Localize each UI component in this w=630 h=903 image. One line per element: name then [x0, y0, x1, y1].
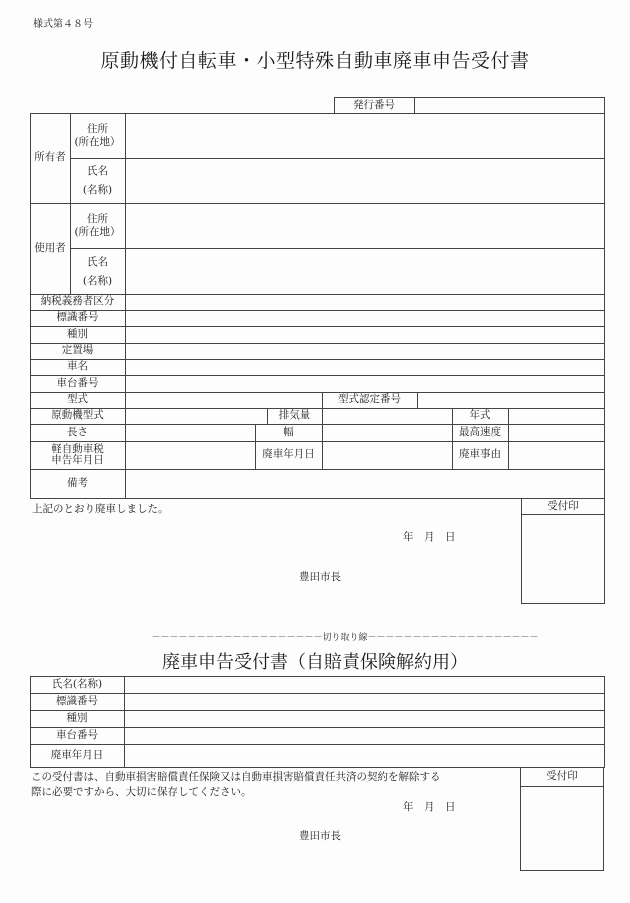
- scrap-date-label: 廃車年月日: [262, 448, 315, 461]
- storage-location-field[interactable]: [126, 344, 604, 359]
- mayor-signature: 豊田市長: [299, 571, 341, 583]
- model-label: 型式: [67, 393, 88, 406]
- owner-name-field[interactable]: [126, 159, 604, 203]
- vehicle-name-label: 車名: [67, 360, 88, 373]
- receipt-plate-number-label: 標識番号: [56, 694, 98, 707]
- owner-address-label: 住所 (所在地）: [74, 122, 121, 148]
- user-group-label: 使用者: [34, 242, 66, 255]
- reception-stamp-label: 受付印: [547, 499, 579, 512]
- owner-address-field[interactable]: [126, 114, 604, 158]
- max-speed-field[interactable]: [509, 425, 604, 441]
- engine-model-label: 原動機型式: [51, 409, 104, 422]
- plate-number-field[interactable]: [126, 311, 604, 326]
- taxpayer-category-label: 納税義務者区分: [40, 295, 115, 308]
- engine-model-field[interactable]: [126, 409, 267, 424]
- scrap-date-field[interactable]: [323, 442, 452, 469]
- receipt-stamp-label: 受付印: [546, 770, 578, 783]
- receipt-scrap-date-label: 廃車年月日: [50, 748, 104, 761]
- model-cert-number-label: 型式認定番号: [338, 393, 401, 406]
- receipt-type-field[interactable]: [125, 711, 604, 727]
- displacement-field[interactable]: [323, 409, 452, 424]
- scrap-statement: 上記のとおり廃車しました。: [32, 503, 169, 515]
- receipt-note-line-2: 際に必要ですから、大切に保存してください。: [31, 786, 252, 798]
- model-year-field[interactable]: [509, 409, 604, 424]
- page-title: 原動機付自転車・小型特殊自動車廃車申告受付書: [100, 50, 530, 72]
- taxpayer-category-field[interactable]: [126, 295, 604, 310]
- receipt-mayor-signature: 豊田市長: [299, 830, 341, 842]
- receipt-type-label: 種別: [66, 711, 88, 724]
- receipt-title: 廃車申告受付書（自賠責保険解約用）: [162, 652, 468, 673]
- user-address-label: 住所 (所在地）: [74, 212, 121, 238]
- owner-group-label: 所有者: [34, 151, 66, 164]
- user-address-field[interactable]: [126, 204, 604, 248]
- length-label: 長さ: [67, 425, 88, 438]
- plate-number-label: 標識番号: [56, 311, 99, 324]
- model-cert-number-field[interactable]: [418, 393, 604, 408]
- length-field[interactable]: [126, 425, 255, 441]
- chassis-number-field[interactable]: [126, 376, 604, 392]
- storage-location-label: 定置場: [61, 344, 94, 357]
- issue-number-field[interactable]: [415, 98, 604, 113]
- user-name-field[interactable]: [126, 249, 604, 294]
- receipt-name-label: 氏名(名称): [51, 677, 103, 690]
- type-label: 種別: [67, 327, 88, 340]
- model-field[interactable]: [126, 393, 322, 408]
- receipt-plate-number-field[interactable]: [125, 694, 604, 710]
- receipt-note-line-1: この受付書は、自動車損害賠償責任保険又は自動車損害賠償責任共済の契約を解除する: [31, 771, 441, 783]
- width-field[interactable]: [323, 425, 452, 441]
- receipt-scrap-date-field[interactable]: [125, 745, 604, 767]
- issue-number-label: 発行番号: [353, 99, 395, 112]
- type-field[interactable]: [126, 327, 604, 343]
- receipt-chassis-number-label: 車台番号: [56, 728, 98, 741]
- date-line: 年 月 日: [403, 531, 456, 543]
- vehicle-name-field[interactable]: [126, 360, 604, 375]
- remarks-label: 備考: [67, 476, 88, 489]
- scrap-reason-field[interactable]: [509, 442, 604, 469]
- chassis-number-label: 車台番号: [56, 376, 99, 389]
- remarks-field[interactable]: [126, 470, 604, 498]
- cut-line: －－－－－－－－－－－－－－－－－－－切り取り線－－－－－－－－－－－－－－－－－－－: [151, 633, 539, 643]
- owner-name-label: 氏名 (名称): [82, 165, 113, 196]
- tax-report-date-field[interactable]: [126, 442, 255, 469]
- max-speed-label: 最高速度: [459, 425, 501, 438]
- user-name-label: 氏名 (名称): [82, 255, 113, 287]
- receipt-chassis-number-field[interactable]: [125, 728, 604, 744]
- model-year-label: 年式: [469, 409, 491, 422]
- receipt-date-line: 年 月 日: [403, 801, 456, 813]
- receipt-name-field[interactable]: [125, 677, 604, 693]
- width-label: 幅: [283, 425, 294, 438]
- tax-report-date-label: 軽自動車税 申告年月日: [51, 442, 104, 466]
- scrap-reason-label: 廃車事由: [459, 448, 501, 461]
- form-number: 様式第４８号: [33, 19, 93, 30]
- displacement-label: 排気量: [278, 409, 311, 422]
